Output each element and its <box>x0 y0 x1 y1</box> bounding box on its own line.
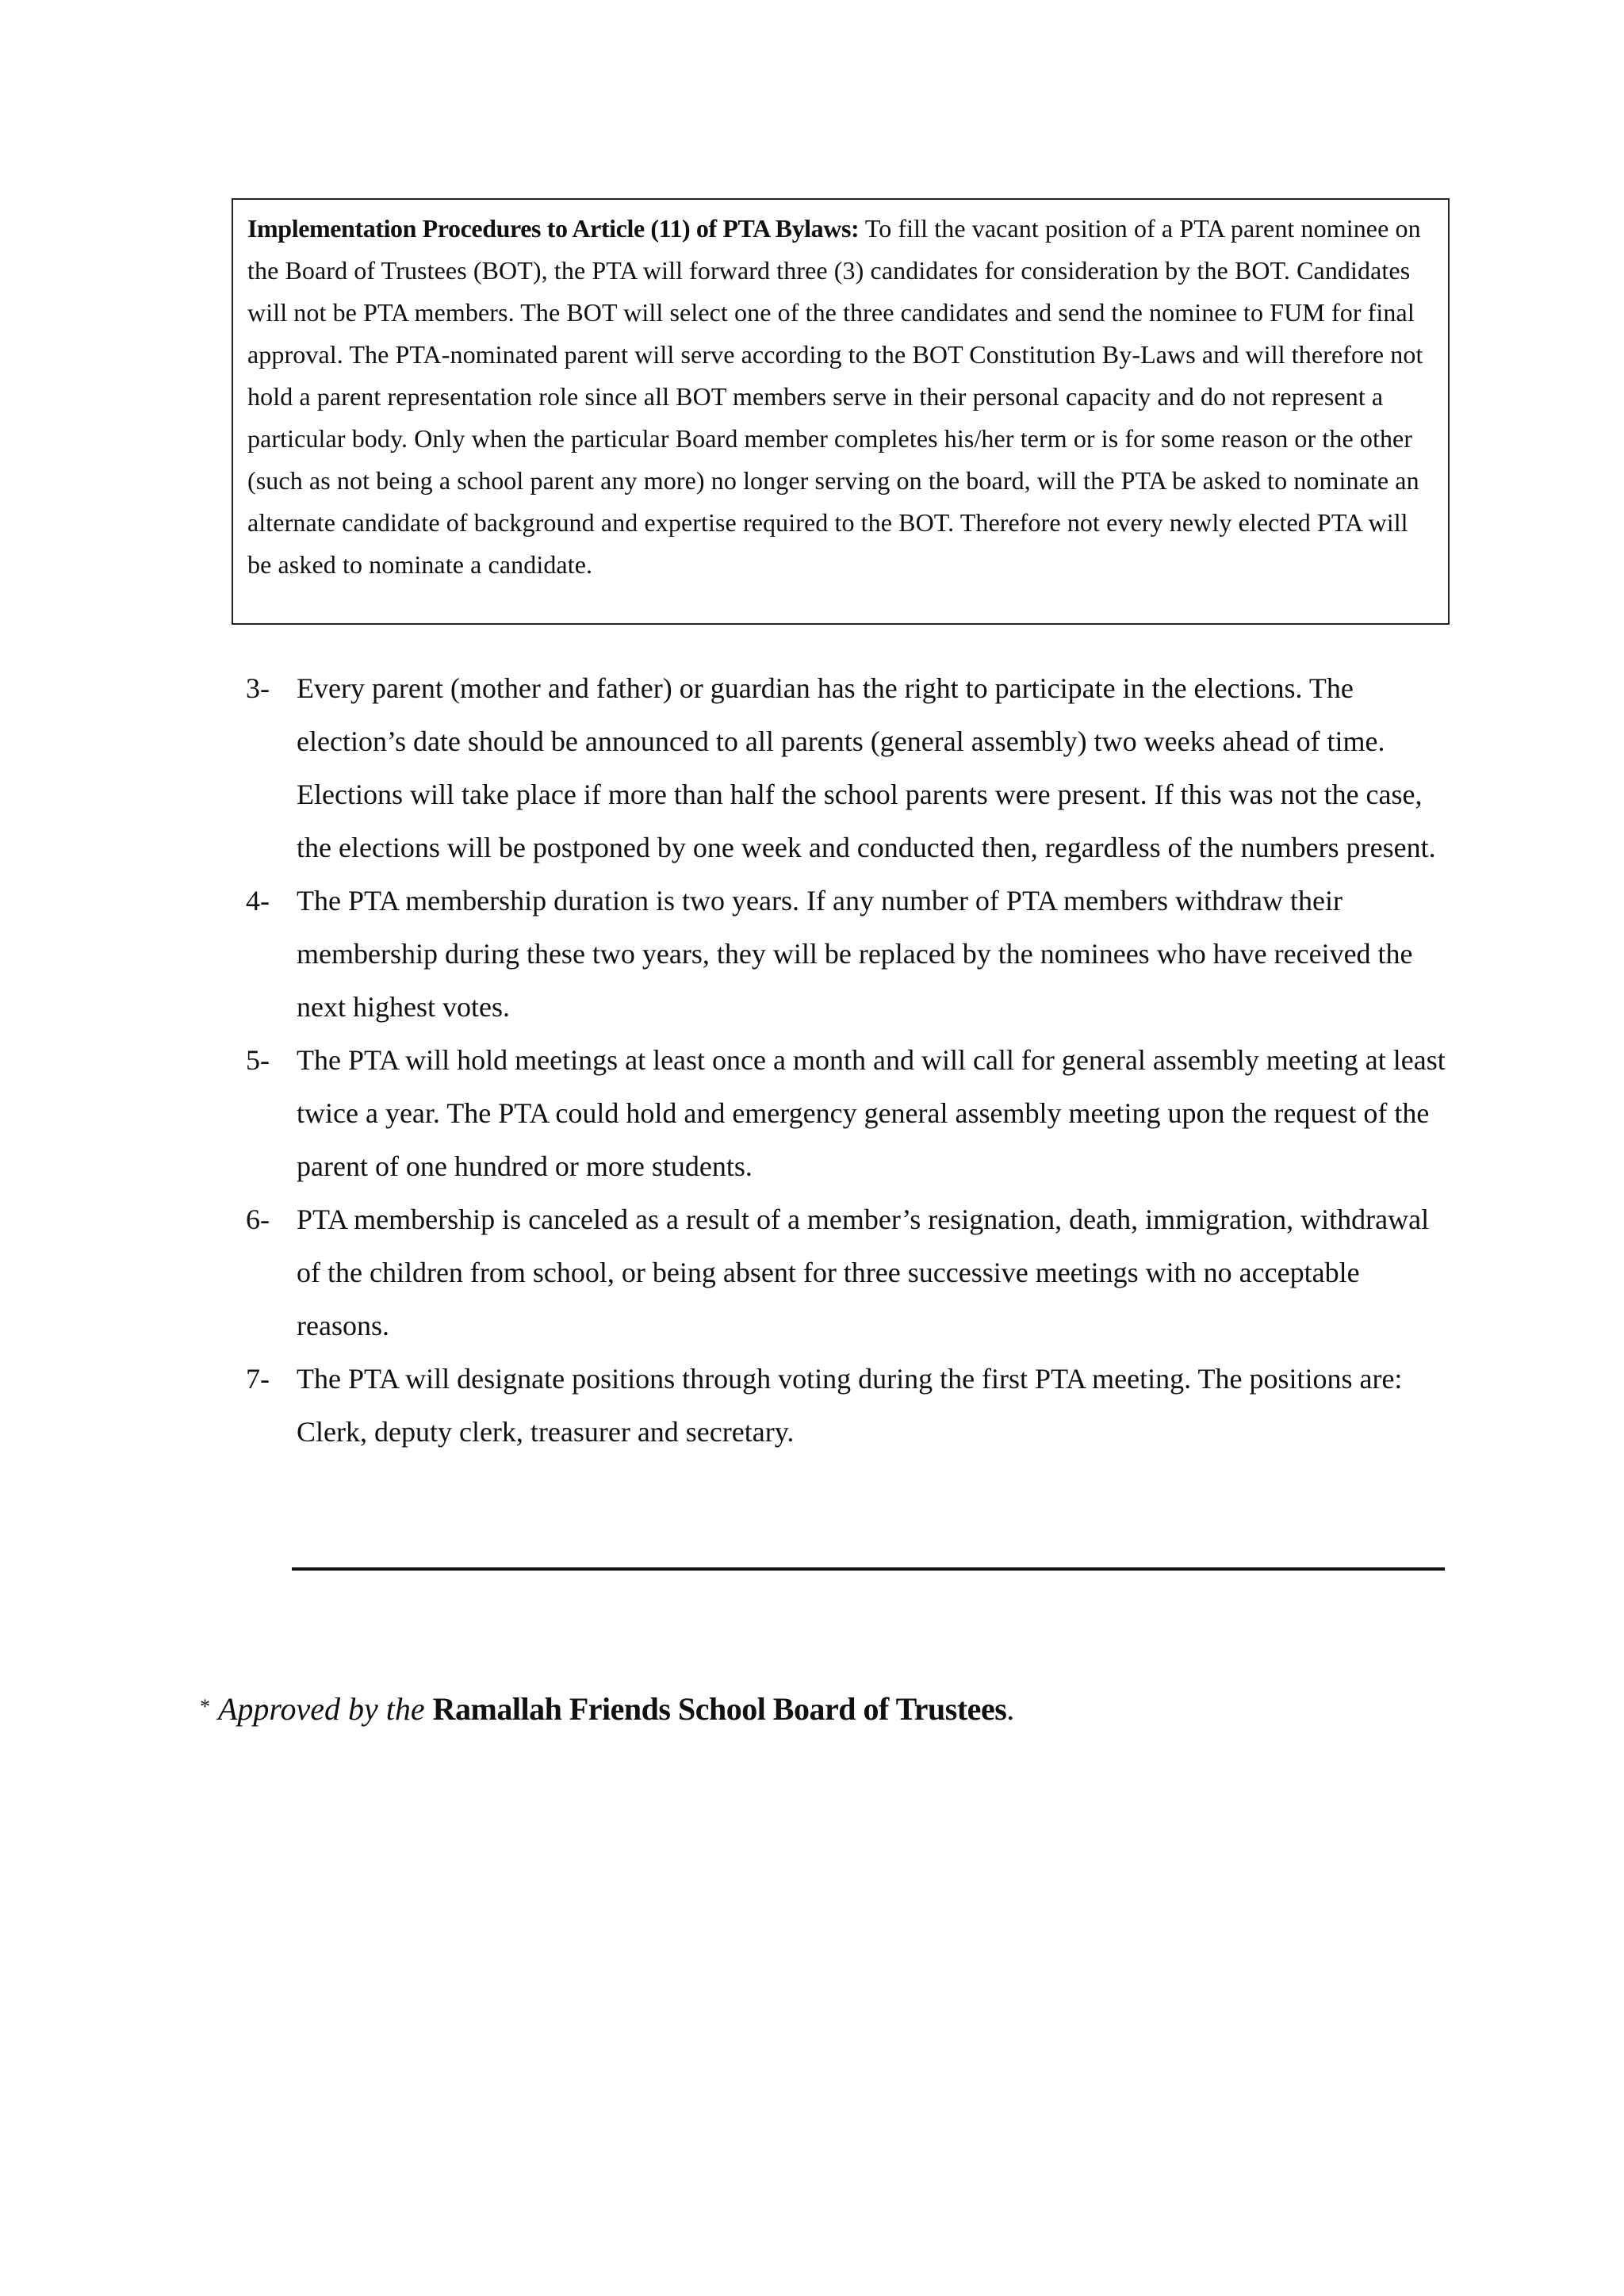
implementation-heading: Implementation Procedures to Article (11) of PTA Bylaws: <box>247 214 860 243</box>
implementation-procedures-box <box>232 198 1450 625</box>
list-item <box>246 874 1451 1034</box>
implementation-body: To fill the vacant position of a PTA parent nominee on the Board of Trustees (BOT), the PTA will forward three (3) candidates for consideration by the BOT. Candidates will not be PTA members. The BOT will select one of the three candidates and send the nominee to FUM for final approval. The PTA-nominated parent will serve according to the BOT Constitution By-Laws and will therefore not hold a parent representation role since all BOT members serve in their personal capacity and do not represent a particular body. Only when the particular Board member completes his/her term or is for some reason or the other (such as not being a school parent any more) no longer serving on the board, will the PTA be asked to nominate an alternate candidate of background and expertise required to the BOT. Therefore not every newly elected PTA will be asked to nominate a candidate. <box>247 214 1423 579</box>
item-number: 7- <box>246 1363 270 1395</box>
horizontal-rule <box>292 1567 1445 1571</box>
item-text: The PTA will hold meetings at least once a month and will call for general assembly meeting at least twice a year. The PTA could hold and emergency general assembly meeting upon the request of the parent of one hundred or more students. <box>297 1044 1446 1182</box>
asterisk-marker: * <box>200 1695 210 1718</box>
item-number: 6- <box>246 1203 270 1235</box>
list-item <box>246 1193 1451 1353</box>
item-text: Every parent (mother and father) or guardian has the right to participate in the elections. The election’s date should be announced to all parents (general assembly) two weeks ahead of time. Elections will take place if more than half the school parents were present. If this was not the case, the elections will be postponed by one week and conducted then, regardless of the numbers present. <box>297 672 1436 863</box>
approval-prefix: Approved by the <box>218 1691 425 1727</box>
item-number: 3- <box>246 672 270 704</box>
item-text: PTA membership is canceled as a result of a member’s resignation, death, immigration, withdrawal of the children from school, or being absent for three successive meetings with no acceptable reasons. <box>297 1203 1430 1341</box>
item-number: 4- <box>246 885 270 916</box>
approval-period: . <box>1006 1691 1015 1727</box>
item-text: The PTA will designate positions through voting during the first PTA meeting. The positions are: Clerk, deputy clerk, treasurer and secretary. <box>297 1363 1403 1448</box>
list-item <box>246 1353 1451 1459</box>
approval-footnote <box>200 1686 1014 1731</box>
item-text: The PTA membership duration is two years. If any number of PTA members withdraw their membership during these two years, they will be replaced by the nominees who have received the next highest votes. <box>297 885 1413 1023</box>
list-item <box>246 1034 1451 1193</box>
approval-organization: Ramallah Friends School Board of Trustees <box>432 1691 1007 1727</box>
list-item <box>246 662 1451 874</box>
bylaw-items-list <box>246 662 1451 1459</box>
item-number: 5- <box>246 1044 270 1076</box>
